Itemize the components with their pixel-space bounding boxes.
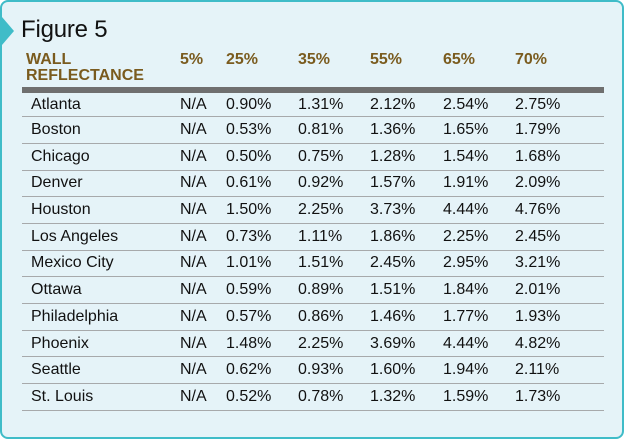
table-row bbox=[22, 277, 604, 304]
value-cell-65: 1.65% bbox=[443, 117, 515, 144]
value-cell-5: N/A bbox=[180, 384, 226, 411]
column-header-65: 65% bbox=[443, 48, 515, 90]
value-cell-55: 1.32% bbox=[370, 384, 443, 411]
value-cell-55: 1.60% bbox=[370, 357, 443, 384]
table-row bbox=[22, 384, 604, 411]
column-header-5: 5% bbox=[180, 48, 226, 90]
wall-reflectance-table bbox=[22, 48, 604, 411]
table-row bbox=[22, 250, 604, 277]
value-cell-25: 0.50% bbox=[226, 143, 298, 170]
value-cell-5: N/A bbox=[180, 143, 226, 170]
value-cell-55: 2.45% bbox=[370, 250, 443, 277]
value-cell-5: N/A bbox=[180, 170, 226, 197]
value-cell-35: 1.11% bbox=[298, 223, 370, 250]
value-cell-25: 0.53% bbox=[226, 117, 298, 144]
city-cell: Chicago bbox=[22, 143, 180, 170]
value-cell-25: 0.52% bbox=[226, 384, 298, 411]
value-cell-35: 0.92% bbox=[298, 170, 370, 197]
city-cell: Denver bbox=[22, 170, 180, 197]
city-cell: Houston bbox=[22, 197, 180, 224]
table-row bbox=[22, 90, 604, 117]
figure-marker-icon bbox=[2, 17, 14, 45]
value-cell-25: 0.62% bbox=[226, 357, 298, 384]
value-cell-35: 2.25% bbox=[298, 197, 370, 224]
value-cell-65: 1.77% bbox=[443, 304, 515, 331]
value-cell-35: 1.31% bbox=[298, 90, 370, 117]
header-label-line1: WALL bbox=[26, 51, 72, 68]
value-cell-25: 0.61% bbox=[226, 170, 298, 197]
column-header-wall-reflectance bbox=[22, 48, 180, 90]
value-cell-25: 1.50% bbox=[226, 197, 298, 224]
value-cell-5: N/A bbox=[180, 330, 226, 357]
column-header-35: 35% bbox=[298, 48, 370, 90]
column-header-55: 55% bbox=[370, 48, 443, 90]
value-cell-35: 0.86% bbox=[298, 304, 370, 331]
value-cell-5: N/A bbox=[180, 304, 226, 331]
value-cell-55: 3.69% bbox=[370, 330, 443, 357]
value-cell-25: 0.73% bbox=[226, 223, 298, 250]
value-cell-35: 0.93% bbox=[298, 357, 370, 384]
column-header-25: 25% bbox=[226, 48, 298, 90]
value-cell-55: 1.28% bbox=[370, 143, 443, 170]
header-label-line2: REFLECTANCE bbox=[26, 67, 144, 84]
value-cell-5: N/A bbox=[180, 90, 226, 117]
value-cell-65: 1.59% bbox=[443, 384, 515, 411]
value-cell-65: 1.91% bbox=[443, 170, 515, 197]
city-cell: Atlanta bbox=[22, 90, 180, 117]
value-cell-55: 2.12% bbox=[370, 90, 443, 117]
value-cell-35: 2.25% bbox=[298, 330, 370, 357]
value-cell-70: 2.09% bbox=[515, 170, 604, 197]
table-row bbox=[22, 170, 604, 197]
value-cell-25: 0.59% bbox=[226, 277, 298, 304]
value-cell-70: 4.82% bbox=[515, 330, 604, 357]
value-cell-70: 2.01% bbox=[515, 277, 604, 304]
value-cell-55: 1.36% bbox=[370, 117, 443, 144]
value-cell-70: 3.21% bbox=[515, 250, 604, 277]
value-cell-5: N/A bbox=[180, 117, 226, 144]
city-cell: Phoenix bbox=[22, 330, 180, 357]
value-cell-65: 1.84% bbox=[443, 277, 515, 304]
value-cell-25: 1.48% bbox=[226, 330, 298, 357]
value-cell-25: 0.90% bbox=[226, 90, 298, 117]
table-row bbox=[22, 304, 604, 331]
value-cell-65: 2.95% bbox=[443, 250, 515, 277]
city-cell: St. Louis bbox=[22, 384, 180, 411]
city-cell: Seattle bbox=[22, 357, 180, 384]
city-cell: Boston bbox=[22, 117, 180, 144]
value-cell-35: 1.51% bbox=[298, 250, 370, 277]
value-cell-70: 2.45% bbox=[515, 223, 604, 250]
table-body bbox=[22, 90, 604, 410]
table-row bbox=[22, 197, 604, 224]
value-cell-35: 0.78% bbox=[298, 384, 370, 411]
column-header-70: 70% bbox=[515, 48, 604, 90]
table-row bbox=[22, 143, 604, 170]
value-cell-55: 3.73% bbox=[370, 197, 443, 224]
table-row bbox=[22, 117, 604, 144]
value-cell-70: 4.76% bbox=[515, 197, 604, 224]
value-cell-70: 1.93% bbox=[515, 304, 604, 331]
value-cell-5: N/A bbox=[180, 250, 226, 277]
city-cell: Mexico City bbox=[22, 250, 180, 277]
value-cell-70: 2.75% bbox=[515, 90, 604, 117]
value-cell-65: 4.44% bbox=[443, 330, 515, 357]
city-cell: Los Angeles bbox=[22, 223, 180, 250]
value-cell-35: 0.89% bbox=[298, 277, 370, 304]
value-cell-55: 1.46% bbox=[370, 304, 443, 331]
table-row bbox=[22, 357, 604, 384]
value-cell-70: 2.11% bbox=[515, 357, 604, 384]
city-cell: Philadelphia bbox=[22, 304, 180, 331]
value-cell-70: 1.79% bbox=[515, 117, 604, 144]
value-cell-55: 1.86% bbox=[370, 223, 443, 250]
value-cell-70: 1.68% bbox=[515, 143, 604, 170]
value-cell-70: 1.73% bbox=[515, 384, 604, 411]
table-row bbox=[22, 223, 604, 250]
value-cell-5: N/A bbox=[180, 357, 226, 384]
value-cell-25: 1.01% bbox=[226, 250, 298, 277]
value-cell-25: 0.57% bbox=[226, 304, 298, 331]
value-cell-5: N/A bbox=[180, 223, 226, 250]
city-cell: Ottawa bbox=[22, 277, 180, 304]
table-header bbox=[22, 48, 604, 90]
value-cell-55: 1.57% bbox=[370, 170, 443, 197]
value-cell-55: 1.51% bbox=[370, 277, 443, 304]
table-row bbox=[22, 330, 604, 357]
value-cell-35: 0.75% bbox=[298, 143, 370, 170]
value-cell-5: N/A bbox=[180, 197, 226, 224]
value-cell-65: 2.25% bbox=[443, 223, 515, 250]
value-cell-65: 1.54% bbox=[443, 143, 515, 170]
value-cell-5: N/A bbox=[180, 277, 226, 304]
figure-title: Figure 5 bbox=[21, 16, 108, 43]
value-cell-35: 0.81% bbox=[298, 117, 370, 144]
value-cell-65: 2.54% bbox=[443, 90, 515, 117]
header-row bbox=[22, 48, 604, 90]
value-cell-65: 1.94% bbox=[443, 357, 515, 384]
value-cell-65: 4.44% bbox=[443, 197, 515, 224]
